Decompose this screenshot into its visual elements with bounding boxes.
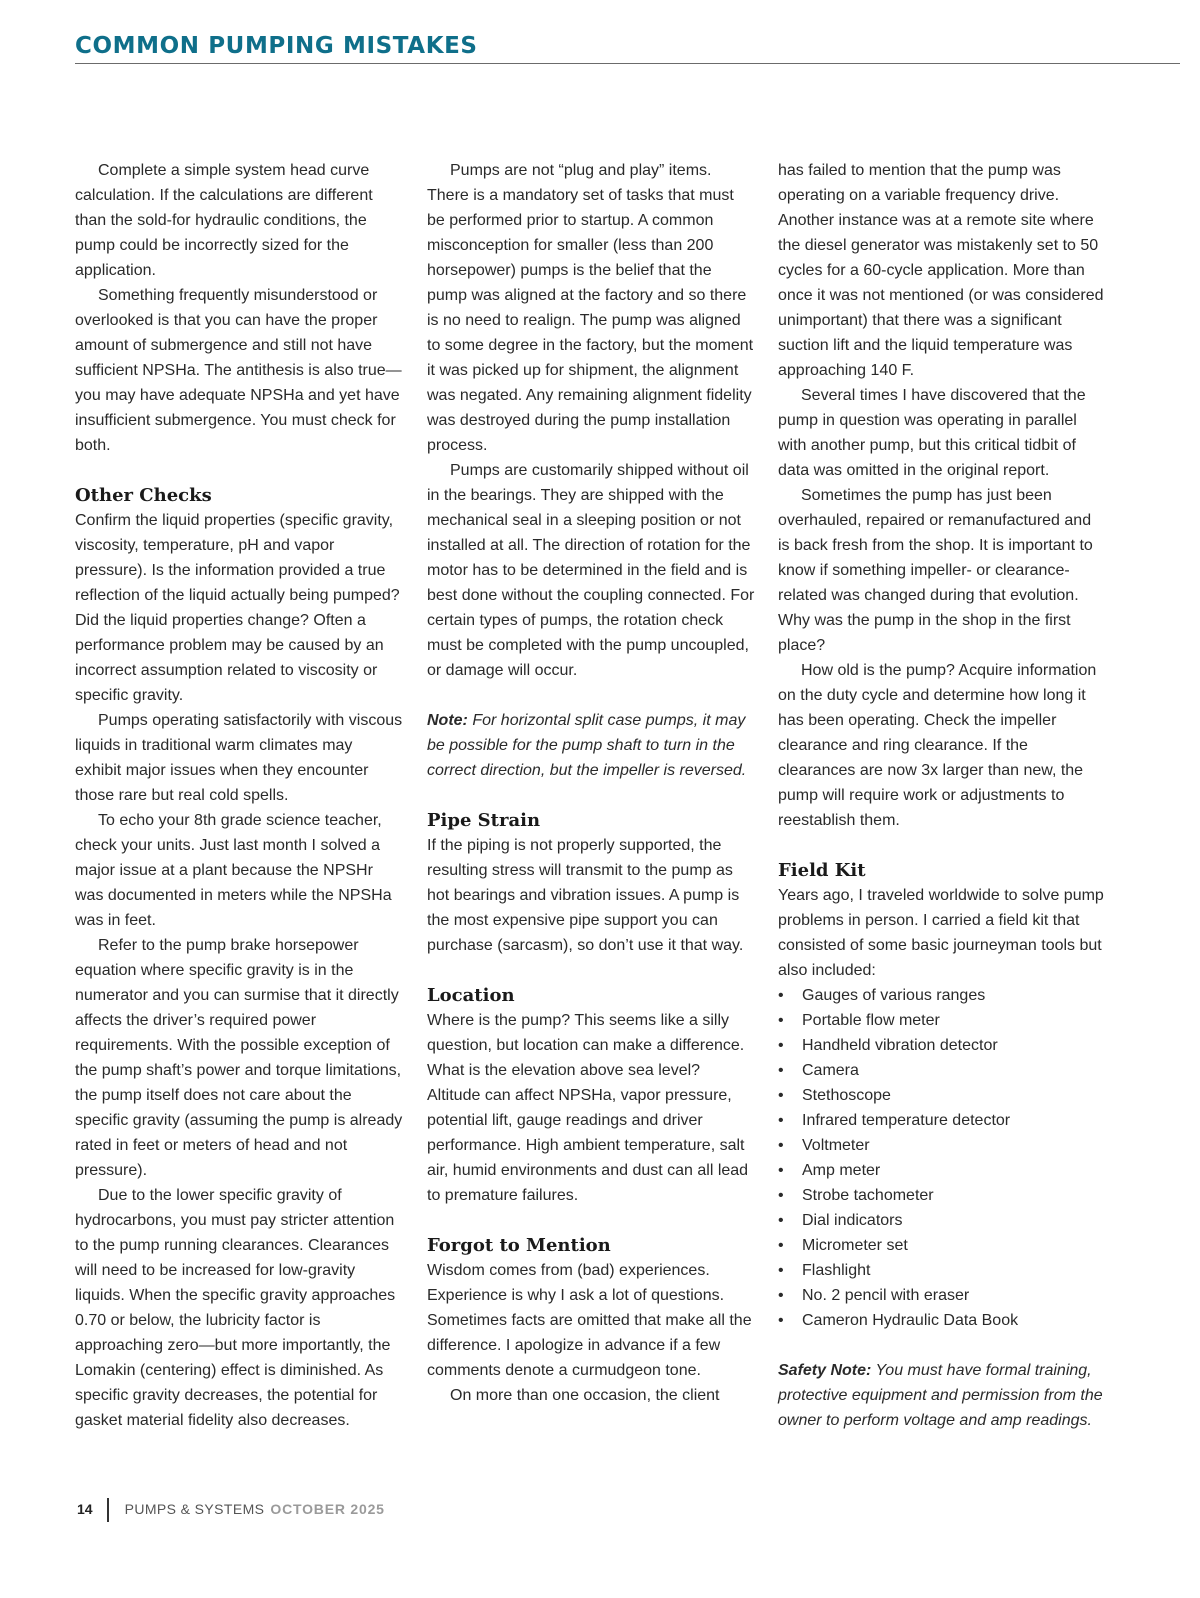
bullet-icon: • (778, 1237, 784, 1254)
subheading-field-kit: Field Kit (778, 860, 866, 881)
paragraph: has failed to mention that the pump was operating on a variable frequency drive. Another instance was at a remote site where the diesel generator was mistakenly set to 50 cycles for a 60-cycle application. More than once it was not mentioned (or was considered unimportant) that there was a significant suction lift and the liquid temperature was approaching 140 F. (778, 162, 1104, 379)
section-title: COMMON PUMPING MISTAKES (75, 33, 478, 59)
paragraph: Due to the lower specific gravity of hydrocarbons, you must pay stricter attention to the pump running clearances. Clearances will need to be increased for low-gravity liquids. When the specific gravity approaches 0.70 or below, the lubricity factor is approaching zero—but more importantly, the Lomakin (centering) effect is diminished. As specific gravity decreases, the potential for gasket material fidelity also decreases. (75, 1187, 396, 1429)
subheading-location: Location (427, 985, 515, 1006)
list-item-text: Dial indicators (802, 1212, 903, 1229)
list-item-text: Micrometer set (802, 1237, 908, 1254)
list-item (778, 1008, 1106, 1033)
paragraph: On more than one occasion, the client (450, 1387, 720, 1404)
paragraph: Something frequently misunderstood or overlooked is that you can have the proper amount of submergence and still not have sufficient NPSHa. The antithesis is also true—you may have adequate NPSHa and yet have insufficient submergence. You must check for both. (75, 287, 402, 454)
paragraph: Wisdom comes from (bad) experiences. Experience is why I ask a lot of questions. Sometimes facts are omitted that make all the difference. I apologize in advance if a few comments denote a curmudgeon tone. (427, 1262, 752, 1379)
list-item (778, 1183, 1106, 1208)
note-label: Note: (427, 712, 468, 729)
bullet-icon: • (778, 1162, 784, 1179)
page-header (75, 33, 1180, 64)
safety-note (778, 1358, 1106, 1433)
paragraph: Refer to the pump brake horsepower equation where specific gravity is in the numerator and you can surmise that it directly affects the driver’s required power requirements. With the possible exception of the pump shaft’s power and torque limitations, the pump itself does not care about the specific gravity (assuming the pump is already rated in feet or meters of head and not pressure). (75, 937, 403, 1179)
subheading-other-checks: Other Checks (75, 485, 212, 506)
list-item (778, 1058, 1106, 1083)
list-item-text: Gauges of various ranges (802, 987, 986, 1004)
bullet-icon: • (778, 1112, 784, 1129)
paragraph: Pumps operating satisfactorily with viscous liquids in traditional warm climates may exhibit major issues when they encounter those rare but real cold spells. (75, 712, 403, 804)
paragraph: Complete a simple system head curve calculation. If the calculations are different than the sold-for hydraulic conditions, the pump could be incorrectly sized for the application. (75, 162, 373, 279)
list-item (778, 1158, 1106, 1183)
bullet-icon: • (778, 1312, 784, 1329)
column-2 (427, 158, 755, 1408)
list-item (778, 1308, 1106, 1333)
list-item (778, 1133, 1106, 1158)
paragraph: Pumps are not “plug and play” items. There is a mandatory set of tasks that must be performed prior to startup. A common misconception for smaller (less than 200 horsepower) pumps is the belief that the pump was aligned at the factory and so there is no need to realign. The pump was aligned to some degree in the factory, but the moment it was picked up for shipment, the alignment was negated. Any remaining alignment fidelity was destroyed during the pump installation process. (427, 162, 754, 454)
list-item (778, 1283, 1106, 1308)
paragraph: Sometimes the pump has just been overhauled, repaired or remanufactured and is back fresh from the shop. It is important to know if something impeller- or clearance-related was changed during that evolution. Why was the pump in the shop in the first place? (778, 487, 1093, 654)
paragraph: Where is the pump? This seems like a silly question, but location can make a difference. What is the elevation above sea level? Altitude can affect NPSHa, vapor pressure, potential lift, gauge readings and driver performance. High ambient temperature, salt air, humid environments and dust can all lead to premature failures. (427, 1012, 749, 1204)
list-item-text: No. 2 pencil with eraser (802, 1287, 970, 1304)
list-item (778, 983, 1106, 1008)
list-item (778, 1033, 1106, 1058)
paragraph: Years ago, I traveled worldwide to solve pump problems in person. I carried a field kit that consisted of some basic journeyman tools but also included: (778, 887, 1104, 979)
list-item (778, 1108, 1106, 1133)
page-number: 14 (77, 1501, 93, 1517)
subheading-forgot-to-mention: Forgot to Mention (427, 1235, 611, 1256)
list-item-text: Handheld vibration detector (802, 1037, 998, 1054)
list-item-text: Strobe tachometer (802, 1187, 934, 1204)
bullet-icon: • (778, 1287, 784, 1304)
paragraph: To echo your 8th grade science teacher, check your units. Just last month I solved a major issue at a plant because the NPSHr was documented in meters while the NPSHa was in feet. (75, 812, 392, 929)
list-item (778, 1083, 1106, 1108)
magazine-name: PUMPS & SYSTEMS (124, 1501, 265, 1517)
list-item-text: Camera (802, 1062, 859, 1079)
bullet-icon: • (778, 1212, 784, 1229)
paragraph: Several times I have discovered that the pump in question was operating in parallel with another pump, but this critical tidbit of data was omitted in the original report. (778, 387, 1086, 479)
list-item-text: Portable flow meter (802, 1012, 940, 1029)
list-item-text: Voltmeter (802, 1137, 870, 1154)
paragraph: Confirm the liquid properties (specific gravity, viscosity, temperature, pH and vapor pressure). Is the information provided a true reflection of the liquid actually being pumped? Did the liquid properties change? Often a performance problem may be caused by an incorrect assumption related to viscosity or specific gravity. (75, 512, 400, 704)
bullet-icon: • (778, 1087, 784, 1104)
field-kit-list (778, 983, 1106, 1333)
list-item-text: Amp meter (802, 1162, 881, 1179)
issue-date: OCTOBER 2025 (270, 1501, 385, 1517)
bullet-icon: • (778, 987, 784, 1004)
list-item (778, 1208, 1106, 1233)
list-item-text: Cameron Hydraulic Data Book (802, 1312, 1019, 1329)
safety-note-text: You must have formal training, protective equipment and permission from the owner to perform voltage and amp readings. (778, 1362, 1103, 1429)
safety-note-label: Safety Note: (778, 1362, 872, 1379)
bullet-icon: • (778, 1012, 784, 1029)
paragraph: Pumps are customarily shipped without oil in the bearings. They are shipped with the mechanical seal in a sleeping position or not installed at all. The direction of rotation for the motor has to be determined in the field and is best done without the coupling connected. For certain types of pumps, the rotation check must be completed with the pump uncoupled, or damage will occur. (427, 462, 755, 679)
column-1 (75, 158, 403, 1433)
subheading-pipe-strain: Pipe Strain (427, 810, 541, 831)
bullet-icon: • (778, 1187, 784, 1204)
footer-divider (107, 1498, 109, 1522)
bullet-icon: • (778, 1062, 784, 1079)
column-3 (778, 158, 1106, 1433)
list-item (778, 1233, 1106, 1258)
bullet-icon: • (778, 1137, 784, 1154)
note-text: For horizontal split case pumps, it may be possible for the pump shaft to turn in the correct direction, but the impeller is reversed. (427, 712, 747, 779)
paragraph: How old is the pump? Acquire information on the duty cycle and determine how long it has been operating. Check the impeller clearance and ring clearance. If the clearances are now 3x larger than new, the pump will require work or adjustments to reestablish them. (778, 662, 1097, 829)
list-item (778, 1258, 1106, 1283)
page-footer (77, 1496, 385, 1522)
paragraph: If the piping is not properly supported, the resulting stress will transmit to the pump as hot bearings and vibration issues. A pump is the most expensive pipe support you can purchase (sarcasm), so don’t use it that way. (427, 837, 744, 954)
list-item-text: Infrared temperature detector (802, 1112, 1011, 1129)
note (427, 708, 755, 783)
bullet-icon: • (778, 1037, 784, 1054)
list-item-text: Stethoscope (802, 1087, 891, 1104)
list-item-text: Flashlight (802, 1262, 871, 1279)
bullet-icon: • (778, 1262, 784, 1279)
